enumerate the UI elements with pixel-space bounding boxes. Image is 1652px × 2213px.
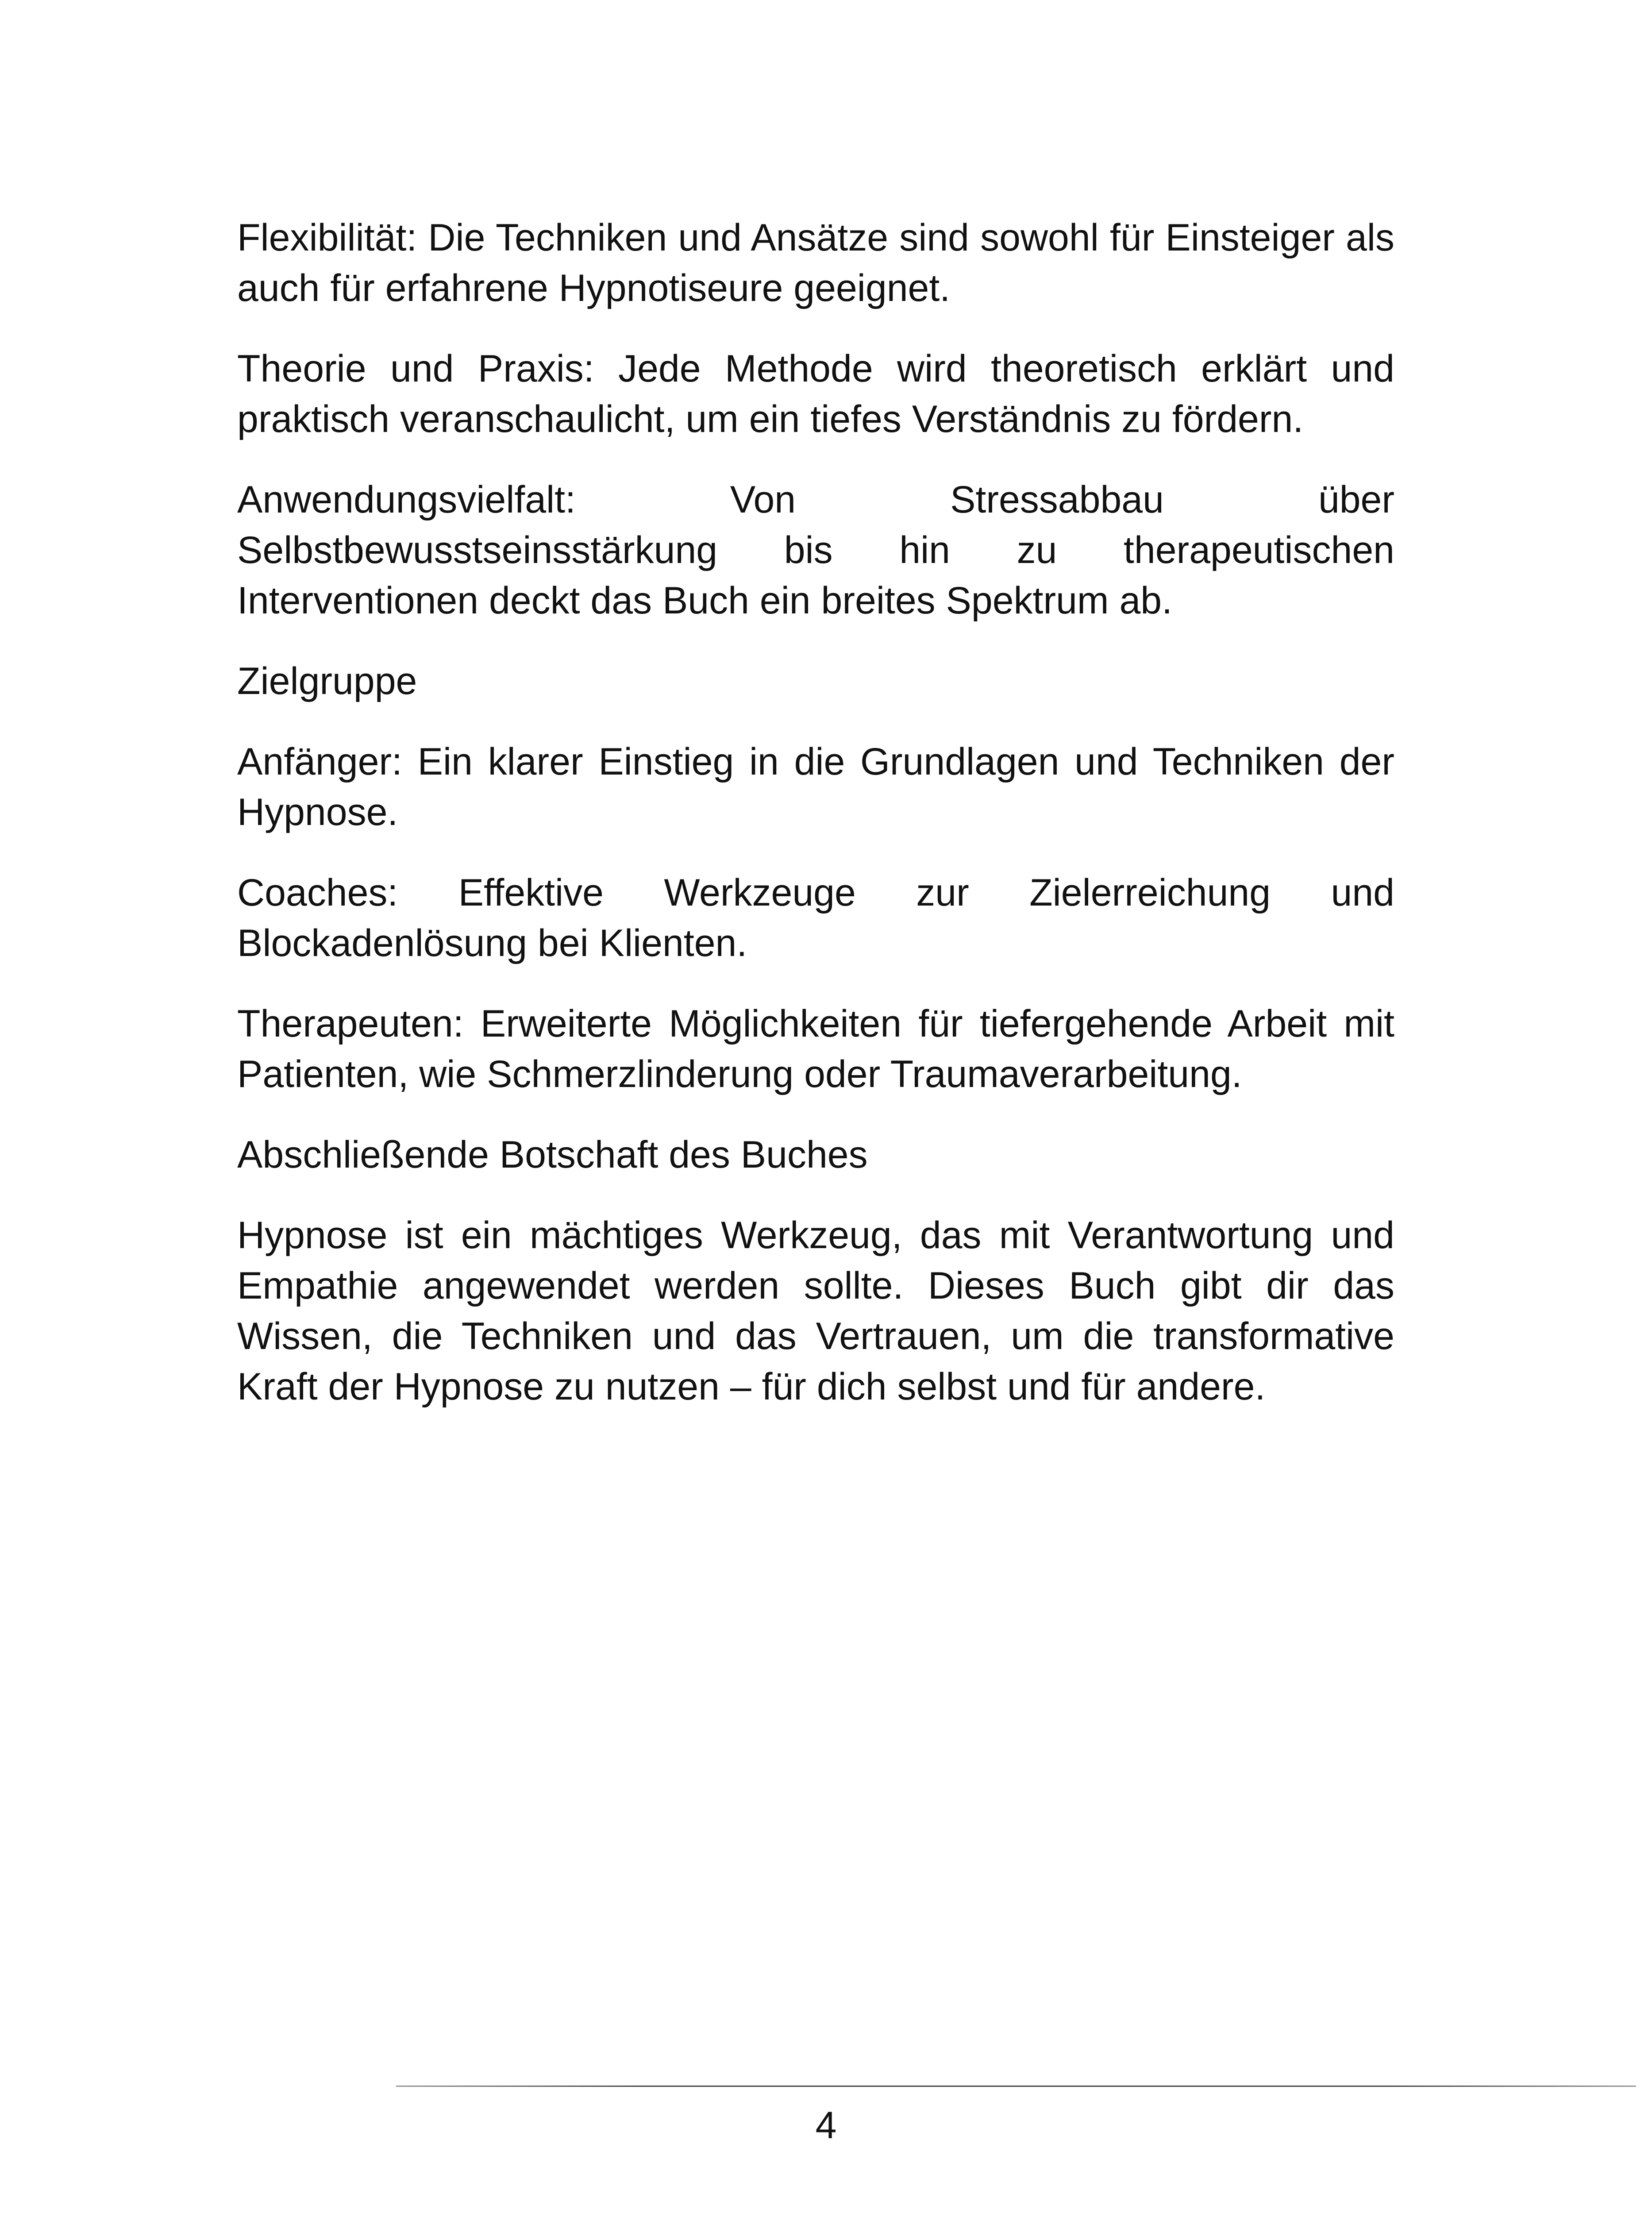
footer-divider [396,2086,1636,2087]
paragraph-flexibilitaet: Flexibilität: Die Techniken und Ansätze sind sowohl für Einsteiger als auch für erfahrene Hypnotiseure geeignet. [237,216,1394,309]
section-heading-zielgruppe: Zielgruppe [237,660,417,702]
paragraph-hypnose-botschaft: Hypnose ist ein mächtiges Werkzeug, das mit Verantwortung und Empathie angewendet werden sollte. Dieses Buch gibt dir das Wissen, die Techniken und das Vertrauen, um die transformative Kraft der Hypnose zu nutzen – für dich selbst und für andere. [237,1214,1394,1408]
paragraph-theorie-und-praxis: Theorie und Praxis: Jede Methode wird theoretisch erklärt und praktisch veranschaulicht, um ein tiefes Verständnis zu fördern. [237,347,1394,440]
paragraph-anfaenger: Anfänger: Ein klarer Einstieg in die Grundlagen und Techniken der Hypnose. [237,740,1394,833]
page-body [237,212,1394,1442]
section-heading-abschliessende-botschaft: Abschließende Botschaft des Buches [237,1133,868,1176]
paragraph-therapeuten: Therapeuten: Erweiterte Möglichkeiten für tiefergehende Arbeit mit Patienten, wie Schmerzlinderung oder Traumaverarbeitung. [237,1002,1394,1095]
paragraph-anwendungsvielfalt: Anwendungsvielfalt: Von Stressabbau über Selbstbewusstseinsstärkung bis hin zu therapeutischen Interventionen deckt das Buch ein breites Spektrum ab. [237,478,1394,622]
page-number: 4 [815,2104,837,2147]
paragraph-coaches: Coaches: Effektive Werkzeuge zur Zielerreichung und Blockadenlösung bei Klienten. [237,871,1394,964]
